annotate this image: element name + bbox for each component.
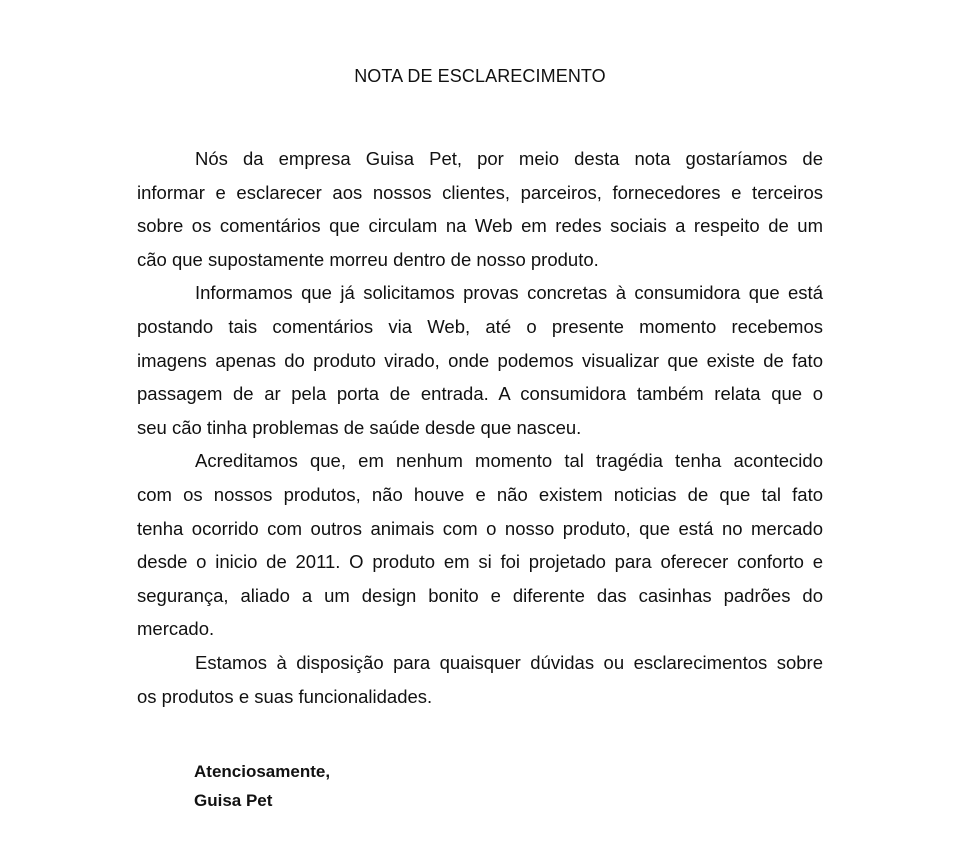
paragraph-line: Acreditamos que, em nenhum momento tal tragédia tenha acontecido <box>195 450 823 472</box>
paragraph-line: Nós da empresa Guisa Pet, por meio desta nota gostaríamos de <box>195 148 823 169</box>
paragraph-line: sobre os comentários que circulam na Web em redes sociais a respeito de um <box>137 215 823 237</box>
paragraph-2 <box>137 280 823 448</box>
paragraph-1 <box>137 146 823 280</box>
paragraph-line: Estamos à disposição para quaisquer dúvidas ou esclarecimentos sobre <box>195 651 823 673</box>
signature-block <box>194 760 330 818</box>
paragraph-line: tenha ocorrido com outros animais com o nosso produto, que está no mercado <box>137 517 823 539</box>
paragraph-4 <box>137 650 823 717</box>
signature-name: Guisa Pet <box>194 791 273 810</box>
paragraph-line: Informamos que já solicitamos provas concretas à consumidora que está <box>195 282 823 304</box>
paragraph-line: passagem de ar pela porta de entrada. A consumidora também relata que o <box>137 383 823 405</box>
paragraph-line: os produtos e suas funcionalidades. <box>137 685 433 707</box>
page-title: NOTA DE ESCLARECIMENTO <box>354 66 606 86</box>
paragraph-line: informar e esclarecer aos nossos clientes, parceiros, fornecedores e terceiros <box>137 181 823 203</box>
paragraph-line: mercado. <box>137 618 215 640</box>
paragraph-3 <box>137 448 823 650</box>
signature-closing: Atenciosamente, <box>194 762 331 781</box>
paragraph-line: com os nossos produtos, não houve e não existem noticias de que tal fato <box>137 483 823 505</box>
document-body <box>137 146 823 717</box>
paragraph-line: seu cão tinha problemas de saúde desde que nasceu. <box>137 416 582 438</box>
paragraph-line: desde o inicio de 2011. O produto em si foi projetado para oferecer conforto e <box>137 551 823 573</box>
paragraph-line: imagens apenas do produto virado, onde podemos visualizar que existe de fato <box>137 349 823 371</box>
paragraph-line: cão que supostamente morreu dentro de nosso produto. <box>137 248 599 270</box>
paragraph-line: postando tais comentários via Web, até o presente momento recebemos <box>137 315 823 337</box>
paragraph-line: segurança, aliado a um design bonito e diferente das casinhas padrões do <box>137 584 823 606</box>
